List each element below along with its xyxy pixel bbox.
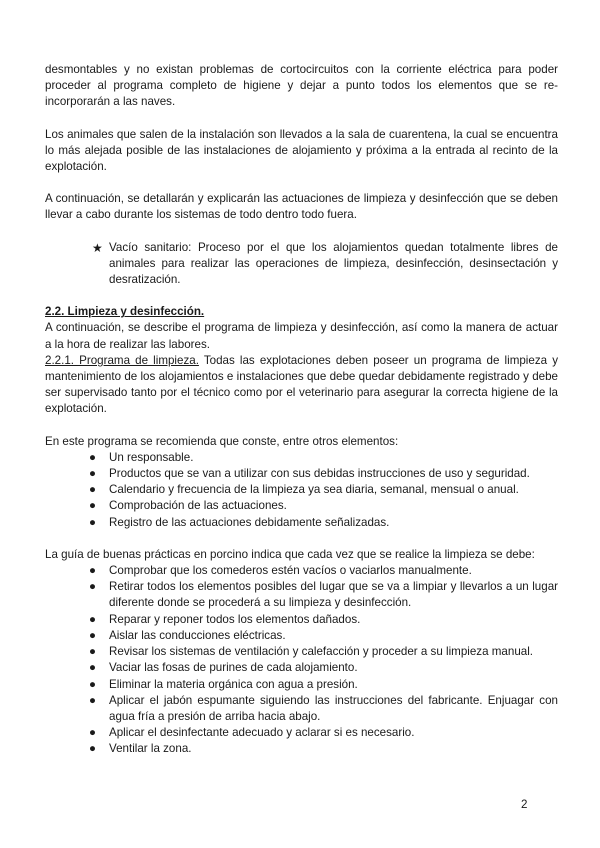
list-item: ● Un responsable. <box>45 450 558 466</box>
bullet-icon: ● <box>89 612 97 626</box>
subsection-paragraph <box>45 353 558 418</box>
list-item: ● Aislar las conducciones eléctricas. <box>45 628 558 644</box>
bullet-icon: ● <box>89 580 97 594</box>
list1-intro: En este programa se recomienda que conste, entre otros elementos: <box>45 434 399 448</box>
bullet-icon: ● <box>89 726 97 740</box>
bullet-icon: ● <box>89 645 97 659</box>
bullet-icon: ● <box>89 693 97 707</box>
section-heading: 2.2. Limpieza y desinfección. <box>45 305 205 319</box>
star-item-vacio-sanitario <box>92 240 558 289</box>
list-item: ● Calendario y frecuencia de la limpieza ya sea diaria, semanal, mensual o anual. <box>45 482 558 498</box>
paragraph-continuation: desmontables y no existan problemas de cortocircuitos con la corriente eléctrica para poder proceder al programa completo de higiene y dejar a punto todos los elementos que se re-incorporarán a las naves. <box>45 63 558 109</box>
bullet-icon: ● <box>89 564 97 578</box>
subsection-label: 2.2.1. Programa de limpieza. <box>45 353 199 367</box>
list-item: ● Comprobar que los comederos estén vacíos o vaciarlos manualmente. <box>45 563 558 579</box>
list2-intro: La guía de buenas prácticas en porcino indica que cada vez que se realice la limpieza se debe: <box>45 547 535 561</box>
list-item: ● Retirar todos los elementos posibles del lugar que se va a limpiar y llevarlos a un lugar diferente donde se procederá a su limpieza y desinfección. <box>89 580 558 610</box>
section-intro: A continuación, se describe el programa de limpieza y desinfección, así como la manera de actuar a la hora de realizar las labores. <box>45 321 558 351</box>
paragraph-actions-intro: A continuación, se detallarán y explicarán las actuaciones de limpieza y desinfección que se deben llevar a cabo durante los sistemas de todo dentro todo fuera. <box>45 192 558 222</box>
list1 <box>45 450 558 531</box>
bullet-icon: ● <box>89 450 97 464</box>
subsection-text: Todas las explotaciones deben poseer un programa de limpieza y mantenimiento de los alojamientos e instalaciones que debe quedar debidamente registrado y debe ser supervisado tanto por el técnico como por el veterinario para asegurar la correcta higiene de la explotación. <box>45 353 558 416</box>
list2 <box>45 563 558 757</box>
star-item-text: Vacío sanitario: Proceso por el que los alojamientos quedan totalmente libres de animales para realizar las operaciones de limpieza, desinfección, desinsectación y desratización. <box>109 240 558 287</box>
list-item: ● Aplicar el desinfectante adecuado y aclarar si es necesario. <box>45 725 558 741</box>
bullet-icon: ● <box>89 742 97 756</box>
bullet-icon: ● <box>89 677 97 691</box>
document-page <box>45 62 558 758</box>
list-item: ● Productos que se van a utilizar con sus debidas instrucciones de uso y seguridad. <box>45 466 558 482</box>
star-icon: ★ <box>92 240 103 255</box>
bullet-icon: ● <box>89 661 97 675</box>
bullet-icon: ● <box>89 628 97 642</box>
list-item: ● Vaciar las fosas de purines de cada alojamiento. <box>45 660 558 676</box>
page-number: 2 <box>521 798 528 811</box>
paragraph-quarantine: Los animales que salen de la instalación son llevados a la sala de cuarentena, la cual se encuentra lo más alejada posible de las instalaciones de alojamiento y próxima a la entrada al recinto de la explotación. <box>45 127 558 174</box>
bullet-icon: ● <box>89 467 97 481</box>
bullet-icon: ● <box>89 499 97 513</box>
list-item: ● Registro de las actuaciones debidamente señalizadas. <box>45 515 558 531</box>
list-item: ● Eliminar la materia orgánica con agua a presión. <box>45 677 558 693</box>
list-item: ● Comprobación de las actuaciones. <box>45 498 558 514</box>
list-item: ● Revisar los sistemas de ventilación y calefacción y proceder a su limpieza manual. <box>45 644 558 660</box>
list-item: ● Reparar y reponer todos los elementos dañados. <box>45 612 558 628</box>
list-item: ● Aplicar el jabón espumante siguiendo las instrucciones del fabricante. Enjuagar con agua fría a presión de arriba hacia abajo. <box>89 693 558 723</box>
list-item: ● Ventilar la zona. <box>45 741 558 757</box>
bullet-icon: ● <box>89 515 97 529</box>
bullet-icon: ● <box>89 483 97 497</box>
